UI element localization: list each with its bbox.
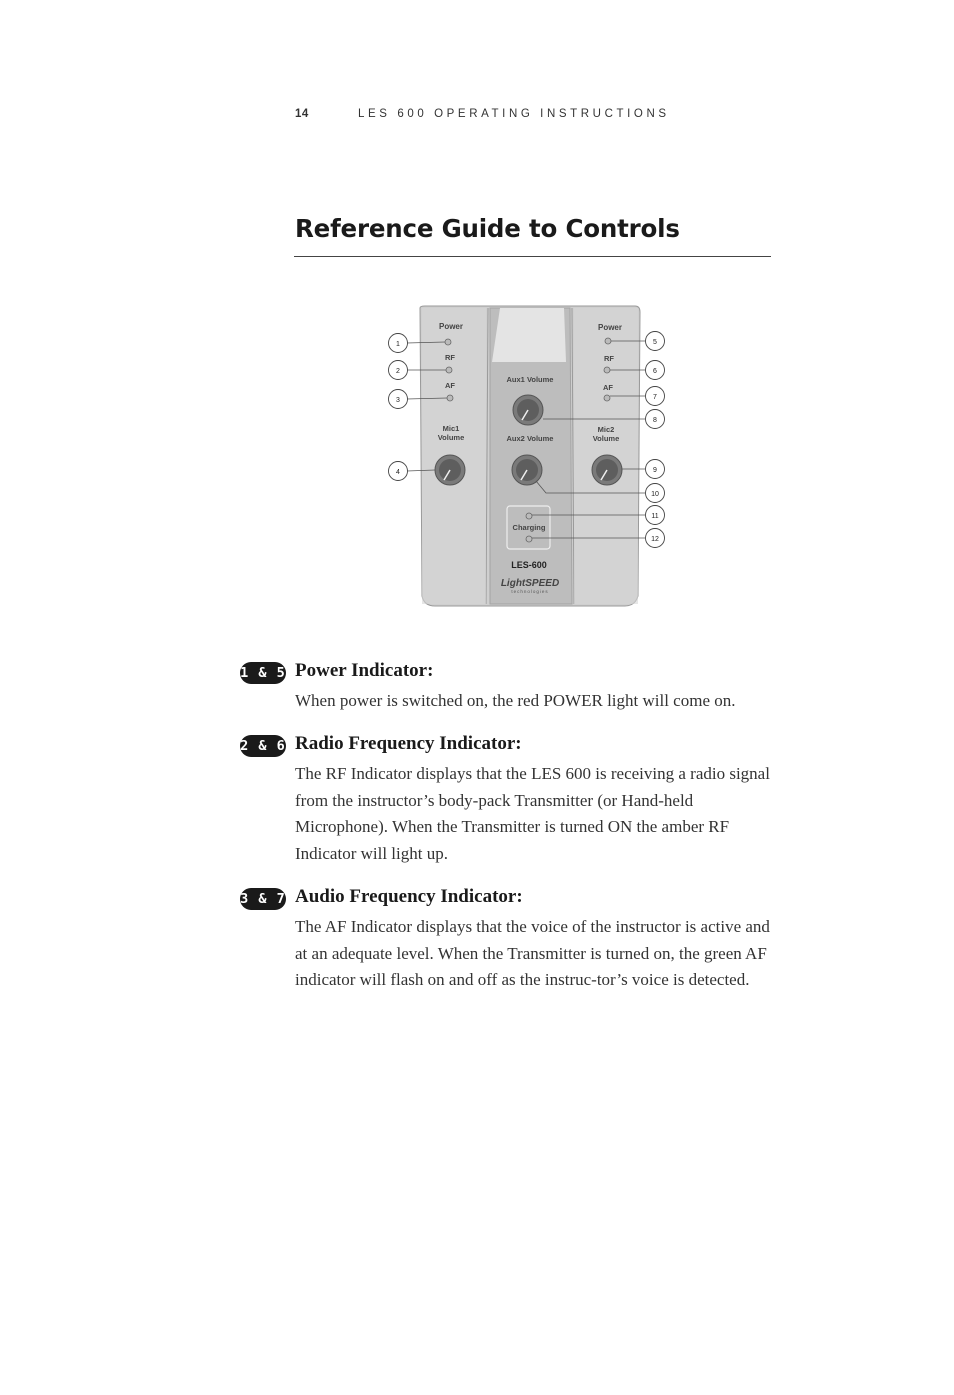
callout-10 — [646, 484, 665, 503]
charging-led-top — [526, 513, 532, 519]
section-body: When power is switched on, the red POWER light will come on. — [295, 691, 736, 710]
right-power-label: Power — [597, 323, 623, 332]
charging-label: Charging — [512, 523, 546, 532]
svg-text:5: 5 — [653, 339, 657, 346]
aux1-label: Aux1 Volume — [506, 375, 554, 384]
callout-9 — [646, 460, 665, 479]
left-power-led — [445, 339, 451, 345]
aux2-label: Aux2 Volume — [506, 434, 554, 443]
callout-4 — [389, 462, 408, 481]
mic2-label-line1: Mic2 — [597, 425, 615, 434]
right-af-label: AF — [603, 383, 613, 392]
title-rule — [294, 256, 771, 257]
svg-text:2: 2 — [396, 368, 400, 375]
right-rf-label: RF — [604, 354, 614, 363]
callout-1 — [389, 334, 408, 353]
right-power-led — [605, 338, 611, 344]
left-af-led — [447, 395, 453, 401]
left-rf-label: RF — [445, 353, 455, 362]
section-badge: 2 & 6 — [240, 735, 286, 757]
svg-text:9: 9 — [653, 467, 657, 474]
callout-11 — [646, 506, 665, 525]
callout-3 — [389, 390, 408, 409]
model-label: LES-600 — [511, 560, 547, 570]
section-body: The RF Indicator displays that the LES 600 is receiving a radio signal from the instructor’s body-pack Transmitter (or Hand-held Microphone). When the Transmitter is turned ON the amber RF Indicator will light up. — [295, 764, 770, 863]
running-head — [295, 108, 670, 120]
callout-2 — [389, 361, 408, 380]
document-title: LES 600 OPERATING INSTRUCTIONS — [358, 108, 670, 120]
svg-text:4: 4 — [396, 469, 400, 476]
device-diagram — [380, 300, 680, 620]
svg-text:3: 3 — [396, 397, 400, 404]
svg-text:6: 6 — [653, 368, 657, 375]
mic1-label-line1: Mic1 — [442, 424, 460, 433]
brand-logo-sub: technologies — [511, 589, 549, 594]
callout-12 — [646, 529, 665, 548]
left-power-label: Power — [438, 322, 464, 331]
section-badge: 1 & 5 — [240, 662, 286, 684]
section-heading: Power Indicator: — [295, 660, 434, 681]
callout-7 — [646, 387, 665, 406]
les600-panel-illustration — [380, 300, 680, 620]
center-panel-highlight — [492, 308, 566, 362]
page-number: 14 — [295, 108, 309, 120]
right-af-led — [604, 395, 610, 401]
right-rf-led — [604, 367, 610, 373]
callout-8 — [646, 410, 665, 429]
svg-text:12: 12 — [651, 536, 659, 543]
svg-text:1: 1 — [396, 341, 400, 348]
section-badge: 3 & 7 — [240, 888, 286, 910]
left-af-label: AF — [445, 381, 455, 390]
svg-text:8: 8 — [653, 417, 657, 424]
svg-text:7: 7 — [653, 394, 657, 401]
svg-text:10: 10 — [651, 491, 659, 498]
left-rf-led — [446, 367, 452, 373]
svg-text:11: 11 — [651, 513, 659, 520]
callout-6 — [646, 361, 665, 380]
section-heading: Radio Frequency Indicator: — [295, 733, 522, 754]
callout-5 — [646, 332, 665, 351]
mic2-label-line2: Volume — [592, 434, 620, 443]
charging-led-bottom — [526, 536, 532, 542]
page-title: Reference Guide to Controls — [295, 214, 680, 243]
section-heading: Audio Frequency Indicator: — [295, 886, 523, 907]
brand-logo: LightSPEED — [500, 578, 560, 589]
mic1-label-line2: Volume — [437, 433, 465, 442]
section-body: The AF Indicator displays that the voice of the instructor is active and at an adequate level. When the Transmitter is turned on, the green AF indicator will flash on and off as the instruc-tor’s voice is detected. — [295, 917, 770, 989]
